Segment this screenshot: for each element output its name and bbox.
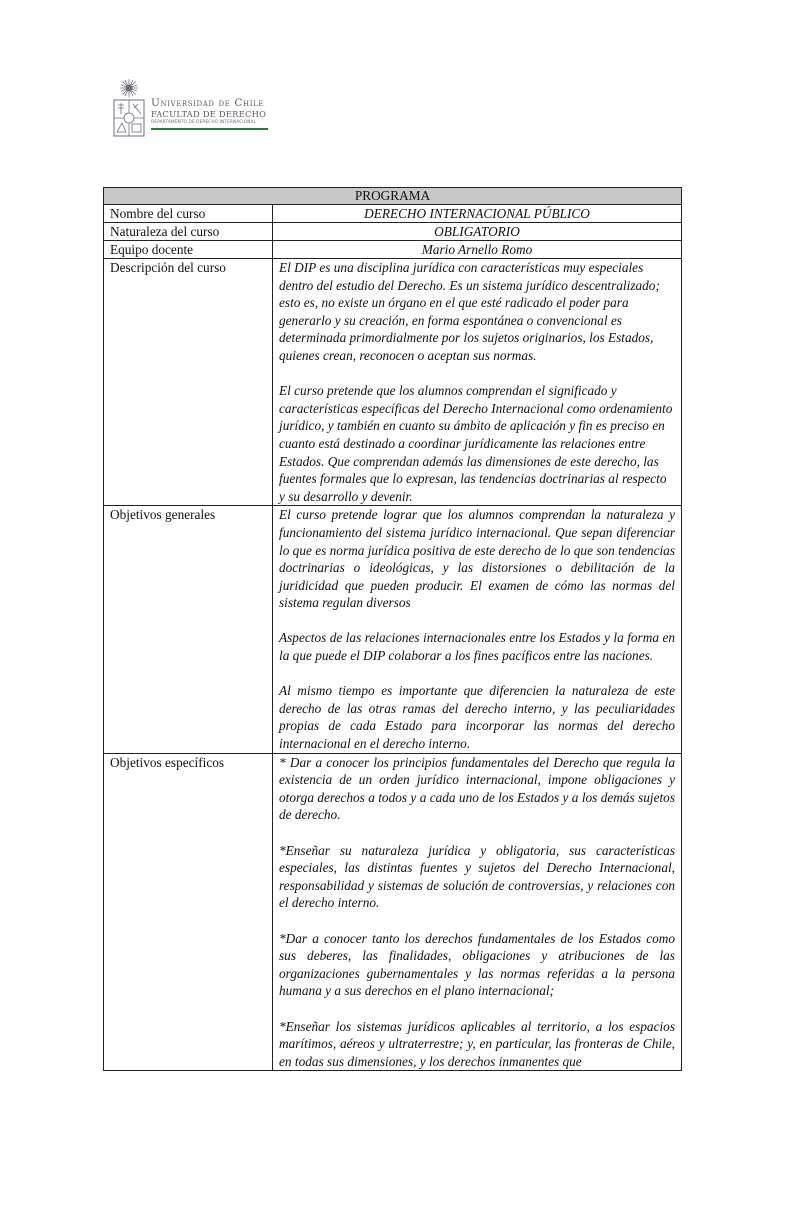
table-row bbox=[104, 241, 682, 259]
logo-department-name: DEPARTAMENTO DE DERECHO INTERNACIONAL bbox=[151, 120, 257, 125]
university-crest-icon bbox=[112, 78, 146, 138]
description-paragraph: El DIP es una disciplina jurídica con características muy especiales dentro del estudio del Derecho. Es un sistema jurídico descentralizado; esto es, no existe un órgano en el que esté radicado el poder para generarlo y su creación, en forma espontánea o convencional es determinada primordialmente por los sujetos originarios, los Estados, quienes crean, reconocen o aceptan sus normas. bbox=[279, 260, 660, 363]
table-row bbox=[104, 506, 682, 753]
programa-table bbox=[103, 187, 682, 1071]
logo-faculty-name: FACULTAD DE DERECHO bbox=[151, 109, 267, 119]
specific-objective-paragraph: *Dar a conocer tanto los derechos fundamentales de los Estados como sus deberes, las finalidades, obligaciones y atribuciones de las organizaciones gubernamentales y las normas referidas a la persona humana y a sus derechos en el plano internacional; bbox=[279, 930, 675, 999]
course-name-label: Nombre del curso bbox=[104, 205, 273, 223]
general-objectives-label: Objetivos generales bbox=[104, 506, 273, 753]
course-nature-value: OBLIGATORIO bbox=[273, 223, 682, 241]
teaching-team-value: Mario Arnello Romo bbox=[273, 241, 682, 259]
general-objectives-value bbox=[273, 506, 682, 753]
programa-title: PROGRAMA bbox=[104, 188, 682, 205]
specific-objective-paragraph: * Dar a conocer los principios fundamentales del Derecho que regula la existencia de un orden jurídico internacional, impone obligaciones y otorga derechos a todos y a cada uno de los Estados y a los demás sujetos de derecho. bbox=[279, 754, 675, 823]
university-logo bbox=[112, 78, 282, 140]
logo-university-name: Universidad de Chile bbox=[151, 97, 265, 109]
objective-paragraph: El curso pretende lograr que los alumnos comprendan la naturaleza y funcionamiento del sistema jurídico internacional. Que sepan diferenciar lo que es norma jurídica positiva de este derecho de lo que son tendencias doctrinarias o ideológicas, y las distorsiones o debilitación de la juridicidad que pueden producir. El examen de cómo las normas del sistema regulan diversos bbox=[279, 507, 675, 611]
specific-objectives-label: Objetivos específicos bbox=[104, 753, 273, 1071]
course-nature-label: Naturaleza del curso bbox=[104, 223, 273, 241]
objective-paragraph: Aspectos de las relaciones internacionales entre los Estados y la forma en la que puede el DIP colaborar a los fines pacíficos entre las naciones. bbox=[279, 630, 675, 664]
table-row bbox=[104, 223, 682, 241]
specific-objectives-value bbox=[273, 753, 682, 1071]
specific-objective-paragraph: *Enseñar su naturaleza jurídica y obligatoria, sus características especiales, las distintas fuentes y sujetos del Derecho Internacional, responsabilidad y sistemas de solución de controversias, y relaciones con el derecho interno. bbox=[279, 842, 675, 911]
table-header-row bbox=[104, 188, 682, 205]
course-description-label: Descripción del curso bbox=[104, 259, 273, 506]
course-description-value bbox=[273, 259, 682, 506]
table-row bbox=[104, 205, 682, 223]
table-row bbox=[104, 753, 682, 1071]
logo-accent-bar bbox=[151, 128, 268, 130]
objective-paragraph: Al mismo tiempo es importante que diferencien la naturaleza de este derecho de las otras ramas del derecho interno, y las peculiaridades propias de cada Estado para incorporar las normas del derecho internacional en el derecho interno. bbox=[279, 683, 675, 752]
teaching-team-label: Equipo docente bbox=[104, 241, 273, 259]
table-row bbox=[104, 259, 682, 506]
course-name-value: DERECHO INTERNACIONAL PÚBLICO bbox=[273, 205, 682, 223]
description-paragraph: El curso pretende que los alumnos comprendan el significado y características específicas del Derecho Internacional como ordenamiento jurídico, y también en cuanto su ámbito de aplicación y fin es preciso en cuanto está destinado a coordinar jurídicamente las relaciones entre Estados. Que comprendan además las dimensiones de este derecho, las fuentes formales que lo expresan, las tendencias doctrinarias al respecto y su desarrollo y devenir. bbox=[279, 383, 673, 504]
logo-text bbox=[151, 98, 268, 130]
specific-objective-paragraph: *Enseñar los sistemas jurídicos aplicables al territorio, a los espacios marítimos, aéreos y ultraterrestre; y, en particular, las fronteras de Chile, en todas sus dimensiones, y los derechos inmanentes que bbox=[279, 1018, 675, 1069]
